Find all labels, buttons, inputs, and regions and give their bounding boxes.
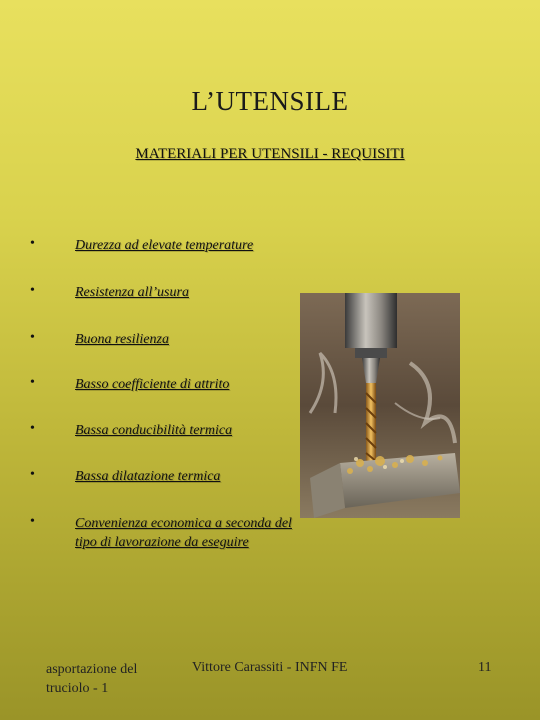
slide-title: L’UTENSILE [191, 86, 349, 116]
bullet: • [30, 467, 35, 482]
requirement-text: Bassa dilatazione termica [75, 469, 221, 484]
requirement-text: Bassa conducibilità termica [75, 423, 233, 438]
drill-bit-photo [300, 293, 460, 518]
requirement-text: Resistenza all’usura [75, 285, 189, 300]
bullet: • [30, 283, 35, 298]
bullet: • [30, 236, 35, 251]
footer-left: asportazione del truciolo - 1 [46, 662, 138, 696]
bullet: • [30, 514, 35, 529]
bullet: • [30, 421, 35, 436]
bullet: • [30, 375, 35, 390]
requirement-text: Convenienza economica a seconda del tipo di lavorazione da eseguire [75, 516, 292, 550]
page-number: 11 [478, 660, 492, 675]
requirement-text: Basso coefficiente di attrito [75, 377, 230, 392]
footer-author: Vittore Carassiti - INFN FE [192, 660, 348, 675]
drill-bit-image [300, 293, 460, 518]
slide-subtitle: MATERIALI PER UTENSILI - REQUISITI [135, 146, 405, 162]
requirement-text: Buona resilienza [75, 332, 169, 347]
bullet: • [30, 330, 35, 345]
requirement-text: Durezza ad elevate temperature [75, 238, 254, 253]
